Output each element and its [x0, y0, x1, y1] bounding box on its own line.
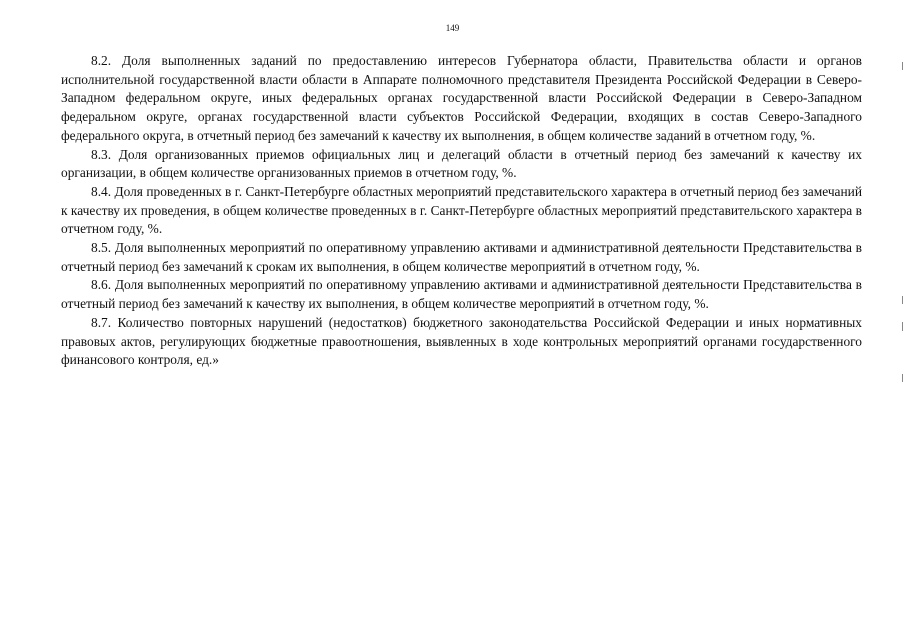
document-body: [61, 52, 862, 370]
scan-edge-mark: [902, 322, 903, 331]
paragraph-8-6: 8.6. Доля выполненных мероприятий по оперативному управлению активами и административной деятельности Представительства в отчетный период без замечаний к качеству их выполнения, в общем количестве мероприятий в отчетном году, %.: [61, 277, 862, 312]
scan-edge-mark: [902, 296, 903, 304]
paragraph-8-2: 8.2. Доля выполненных заданий по предоставлению интересов Губернатора области, Правительства области и органов исполнительной государственной власти области в Аппарате полномочного представителя Президента Российской Федерации в Северо-Западном федеральном округе, иных федеральных органах государственной власти Российской Федерации в Северо-Западном федеральном округе, органах государственной власти субъектов Российской Федерации, входящих в состав Северо-Западного федерального округа, в отчетный период без замечаний к качеству их выполнения, в общем количестве заданий в отчетном году, %.: [61, 53, 862, 143]
scan-edge-mark: [902, 62, 903, 70]
page-number: 149: [445, 23, 460, 33]
scan-edge-mark: [902, 374, 903, 382]
paragraph-8-5: 8.5. Доля выполненных мероприятий по оперативному управлению активами и административной деятельности Представительства в отчетный период без замечаний к срокам их выполнения, в общем количестве мероприятий в отчетном году, %.: [61, 240, 862, 274]
paragraph-8-7: 8.7. Количество повторных нарушений (недостатков) бюджетного законодательства Российской Федерации и иных нормативных правовых актов, регулирующих бюджетные правоотношения, выявленных в ходе контрольных мероприятий органами государственного финансового контроля, ед.»: [61, 314, 862, 368]
paragraph-8-3: 8.3. Доля организованных приемов официальных лиц и делегаций области в отчетный период без замечаний к качеству их организации, в общем количестве организованных приемов в отчетном году, %.: [61, 146, 862, 181]
paragraph-8-4: 8.4. Доля проведенных в г. Санкт-Петербурге областных мероприятий представительского характера в отчетный период без замечаний к качеству их проведения, в общем количестве проведенных в г. Санкт-Петербурге областных мероприятий представительского характера в отчетном году, %.: [61, 183, 862, 237]
